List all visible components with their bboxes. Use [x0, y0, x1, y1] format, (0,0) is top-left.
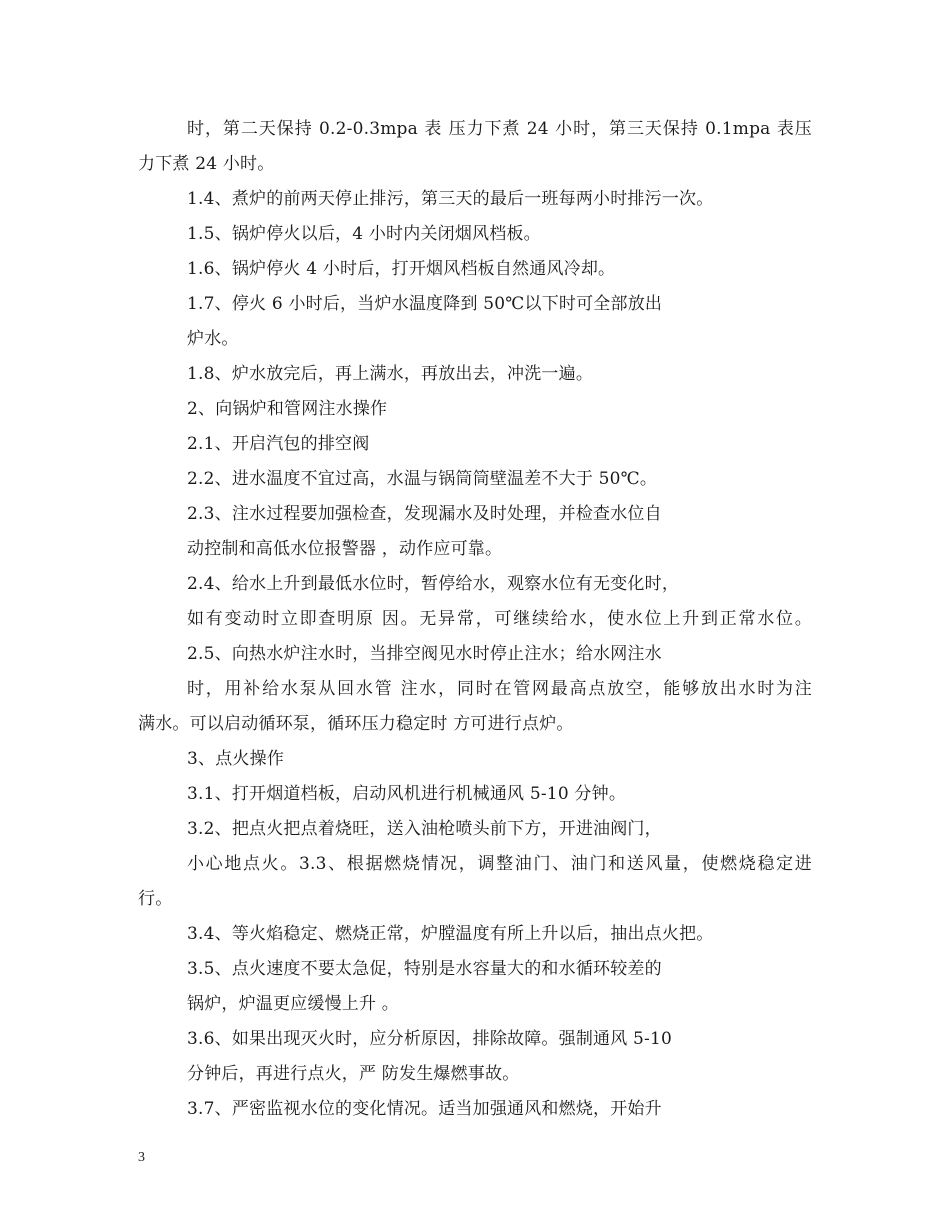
text-line-28: 分钟后，再进行点火，严 防发生爆燃事故。	[187, 1064, 520, 1084]
text-line-6: 1.7、停火 6 小时后，当炉水温度降到 50℃以下时可全部放出	[187, 294, 663, 314]
section-heading-2: 2、向锅炉和管网注水操作	[187, 399, 388, 419]
text-line-18: 满水。可以启动循环泵，循环压力稳定时 方可进行点炉。	[138, 714, 574, 734]
text-line-13: 动控制和高低水位报警器 ，动作应可靠。	[187, 539, 503, 559]
text-line-25: 3.5、点火速度不要太急促，特别是水容量大的和水循环较差的	[187, 959, 662, 979]
text-line-24: 3.4、等火焰稳定、燃烧正常，炉膛温度有所上升以后，抽出点火把。	[187, 924, 714, 944]
text-line-10: 2.1、开启汽包的排空阀	[187, 434, 370, 454]
section-heading-3: 3、点火操作	[187, 749, 285, 769]
text-line-17: 时，用补给水泵从回水管 注水，同时在管网最高点放空，能够放出水时为注	[187, 679, 812, 699]
text-line-14: 2.4、给水上升到最低水位时，暂停给水，观察水位有无变化时，	[187, 574, 680, 594]
text-line-22: 小心地点火。3.3、根据燃烧情况，调整油门、油门和送风量，使燃烧稳定进	[187, 854, 812, 874]
text-line-1: 时，第二天保持 0.2-0.3mpa 表 压力下煮 24 小时，第三天保持 0.1mpa 表压	[187, 119, 812, 139]
text-line-12: 2.3、注水过程要加强检查，发现漏水及时处理，并检查水位自	[187, 504, 662, 524]
text-line-5: 1.6、锅炉停火 4 小时后，打开烟风档板自然通风冷却。	[187, 259, 616, 279]
text-line-21: 3.2、把点火把点着烧旺，送入油枪喷头前下方，开进油阀门，	[187, 819, 662, 839]
text-line-4: 1.5、锅炉停火以后，4 小时内关闭烟风档板。	[187, 224, 541, 244]
text-line-20: 3.1、打开烟道档板，启动风机进行机械通风 5-10 分钟。	[187, 784, 627, 804]
text-line-7: 炉水。	[187, 329, 239, 349]
text-line-3: 1.4、煮炉的前两天停止排污，第三天的最后一班每两小时排污一次。	[187, 189, 714, 209]
page-number: 3	[138, 1150, 145, 1165]
text-line-16: 2.5、向热水炉注水时，当排空阀见水时停止注水；给水网注水	[187, 644, 662, 664]
text-line-29: 3.7、严密监视水位的变化情况。适当加强通风和燃烧，开始升	[187, 1099, 662, 1119]
text-line-8: 1.8、炉水放完后，再上满水，再放出去，冲洗一遍。	[187, 364, 594, 384]
text-line-26: 锅炉，炉温更应缓慢上升 。	[187, 994, 400, 1014]
text-line-2: 力下煮 24 小时。	[138, 154, 275, 174]
text-line-11: 2.2、进水温度不宜过高，水温与锅筒筒壁温差不大于 50℃。	[187, 469, 658, 489]
text-line-23: 行。	[138, 889, 173, 909]
text-line-27: 3.6、如果出现灭火时，应分析原因，排除故障。强制通风 5-10	[187, 1029, 673, 1049]
text-line-15: 如有变动时立即查明原 因。无异常，可继续给水，使水位上升到正常水位。	[187, 609, 812, 629]
